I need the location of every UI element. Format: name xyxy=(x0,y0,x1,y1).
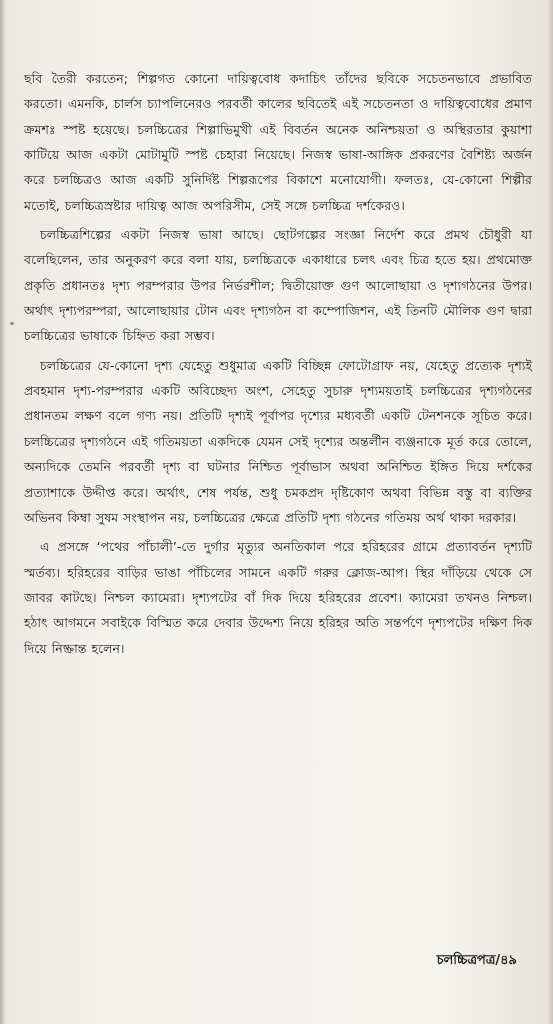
paragraph-1: ছবি তৈরী করতেন; শিল্পগত কোনো দায়িত্ববোধ কদাচিৎ তাঁদের ছবিকে সচেতনভাবে প্রভাবিত করতো। এমনকি, চার্লস চ্যাপলিনেরও পরবর্তী কালের ছবিতেই এই সচেতনতা ও দায়িত্ববোধের প্রমাণ ক্রমশঃ স্পষ্ট হয়েছে। চলচ্চিত্রের শিল্পাভিমুখী এই বিবর্তন অনেক অনিশ্চয়তা ও অস্থিরতার কুয়াশা কাটিয়ে আজ একটা মোটামুটি স্পষ্ট চেহারা নিয়েছে। নিজস্ব ভাষা-আঙ্গিক প্রকরণের বৈশিষ্ট্য অর্জন করে চলচ্চিত্রও আজ একটি সুনির্দিষ্ট শিল্পরূপের বিকাশে মনোযোগী। ফলতঃ, যে-কোনো শিল্পীর মতোই, চলচ্চিত্রস্রষ্টার দায়িত্ব আজ অপরিসীম, সেই সঙ্গে চলচ্চিত্র দর্শকেরও। xyxy=(24,71,532,213)
margin-mark xyxy=(10,322,14,325)
page-text xyxy=(24,66,532,665)
page-footer: চলচ্চিত্রপত্র/৪৯ xyxy=(436,953,517,968)
paragraph-2: চলচ্চিত্রশিল্পের একটা নিজস্ব ভাষা আছে। ছোটগল্পের সংজ্ঞা নির্দেশ করে প্রমথ চৌধুরী যা বলেছিলেন, তার অনুকরণ করে বলা যায়, চলচ্চিত্রকে একাধারে চলৎ এবং চিত্র হতে হয়। প্রথমোক্ত প্রকৃতি প্রধানতঃ দৃশ্য পরম্পরার উপর নির্ভরশীল; দ্বিতীয়োক্ত গুণ আলোছায়া ও দৃশ্যগঠনের উপর। অর্থাৎ দৃশ্যপরম্পরা, আলোছায়ার টোন এবং দৃশ্যগঠন বা কম্পোজিশন, এই তিনটি মৌলিক গুণ দ্বারা চলচ্চিত্রের ভাষাকে চিহ্নিত করা সম্ভব। xyxy=(24,227,532,344)
paragraph-3: চলচ্চিত্রের যে-কোনো দৃশ্য যেহেতু শুধুমাত্র একটি বিচ্ছিন্ন ফোটোগ্রাফ নয়, যেহেতু প্রত্যেক দৃশ্যই প্রবহমান দৃশ্য-পরম্পরার একটি অবিচ্ছেদ্য অংশ, সেহেতু সুচারু দৃশ্যময়তাই চলচ্চিত্রের দৃশ্যগঠনের প্রধানতম লক্ষণ বলে গণ্য নয়। প্রতিটি দৃশ্যই পূর্বাপর দৃশ্যের মধ্যবর্তী একটি টেনশনকে সূচিত করে। চলচ্চিত্রের দৃশ্যগঠনে এই গতিময়তা একদিকে যেমন সেই দৃশ্যের অন্তর্লীন ব্যঞ্জনাকে মূর্ত করে তোলে, অন্যদিকে তেমনি পরবর্তী দৃশ্য বা ঘটনার নিশ্চিত পূর্বাভাস অথবা অনিশ্চিত ইঙ্গিত দিয়ে দর্শকের প্রত্যাশাকে উদ্দীপ্ত করে। অর্থাৎ, শেষ পর্যন্ত, শুধু চমকপ্রদ দৃষ্টিকোণ অথবা বিভিন্ন বস্তু বা ব্যক্তির অভিনব কিম্বা সুষম সংস্থাপন নয়, চলচ্চিত্রের ক্ষেত্রে প্রতিটি দৃশ্য গঠনের গতিময় অর্থ থাকা দরকার। xyxy=(24,357,532,525)
paragraph-4: এ প্রসঙ্গে ‘পথের পাঁচালী’-তে দুর্গার মৃত্যুর অনতিকাল পরে হরিহরের গ্রামে প্রত্যাবর্তন দৃশ্যটি স্মর্তব্য। হরিহরের বাড়ির ভাঙা পাঁচিলের সামনে একটি গরুর ক্লোজ-আপ। স্থির দাঁড়িয়ে থেকে সে জাবর কাটছে। নিশ্চল ক্যামেরা। দৃশ্যপটের বাঁ দিক দিয়ে হরিহরের প্রবেশ। ক্যামেরা তখনও নিশ্চল। হঠাৎ আগমনে সবাইকে বিস্মিত করে দেবার উদ্দেশ্য নিয়ে হরিহর অতি সন্তর্পণে দৃশ্যপটের দক্ষিণ দিক দিয়ে নিষ্ক্রান্ত হলেন। xyxy=(24,539,532,656)
